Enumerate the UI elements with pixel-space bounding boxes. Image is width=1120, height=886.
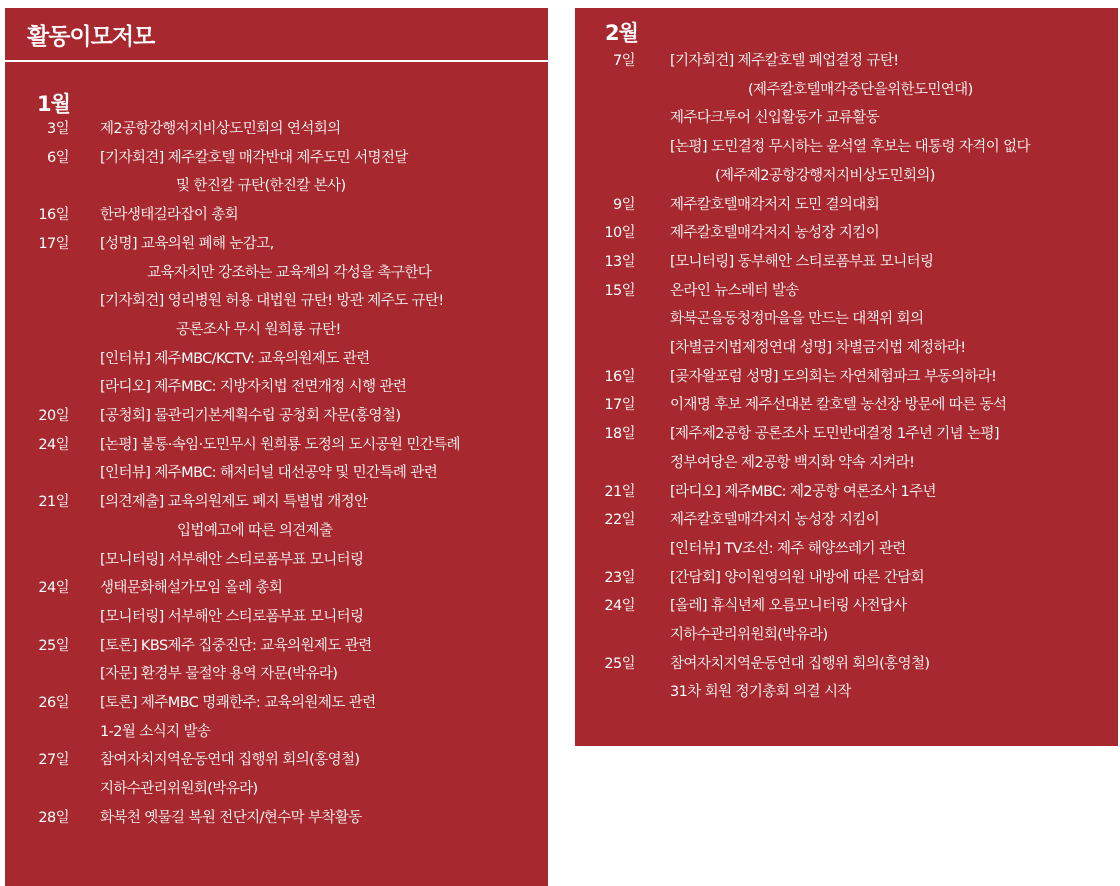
activity-date: 26일	[38, 695, 69, 711]
list-item	[575, 248, 1118, 277]
list-item	[5, 115, 548, 144]
list-item	[575, 47, 1118, 76]
list-item	[5, 402, 548, 431]
activity-date: 17일	[38, 235, 69, 252]
activity-text: 제2공항강행저지비상도민회의 연석회의	[100, 121, 341, 137]
list-item	[5, 144, 548, 173]
activity-date: 28일	[38, 809, 69, 826]
page-title: 활동이모저모	[27, 24, 155, 50]
list-item	[575, 621, 1118, 650]
activity-text: 및 한진칼 규탄(한진칼 본사)	[176, 178, 346, 195]
activity-text: [기자회견] 제주칼호텔 폐업결정 규탄!	[670, 53, 899, 69]
activity-text: 정부여당은 제2공항 백지화 약속 지켜라!	[670, 454, 915, 471]
list-item	[575, 391, 1118, 420]
activity-date: 10일	[604, 225, 635, 242]
activity-text: 제주칼호텔매각저지 도민 결의대회	[670, 196, 880, 213]
activity-text: [곶자왈포럼 성명] 도의회는 자연체험파크 부동의하라!	[670, 368, 997, 385]
list-item	[5, 230, 548, 259]
activity-date: 7일	[612, 53, 635, 69]
activity-text: (제주칼호텔매각중단을위한도민연대)	[748, 81, 973, 98]
month-heading-february: 2월	[605, 21, 638, 45]
activity-text: 제주다크투어 신입활동가 교류활동	[670, 110, 880, 127]
list-item	[5, 316, 548, 345]
activity-text: [논평] 도민결정 무시하는 윤석열 후보는 대통령 자격이 없다	[670, 139, 1030, 156]
list-item	[575, 334, 1118, 363]
activity-text: 제주칼호텔매각저지 농성장 지킴이	[670, 512, 880, 529]
list-item	[5, 345, 548, 374]
activity-date: 24일	[604, 598, 635, 615]
activity-text: 참여자치지역운동연대 집행위 회의(홍영철)	[100, 752, 360, 769]
header-bar	[5, 8, 548, 62]
activity-date: 16일	[604, 368, 635, 385]
list-item	[575, 506, 1118, 535]
activity-text: [라디오] 제주MBC: 제2공항 여론조사 1주년	[670, 483, 936, 500]
list-item	[5, 746, 548, 775]
activity-text: [라디오] 제주MBC: 지방자치법 전면개정 시행 관련	[100, 379, 407, 396]
activity-text: 화북천 옛물길 복원 전단지/현수막 부착활동	[100, 809, 362, 826]
activity-text: [모니터링] 서부해안 스티로폼부표 모니터링	[100, 608, 364, 625]
list-item	[5, 689, 548, 718]
activity-text: [토론] KBS제주 집중진단: 교육의원제도 관련	[100, 637, 372, 654]
list-item	[5, 574, 548, 603]
list-item	[575, 478, 1118, 507]
list-item	[5, 804, 548, 833]
list-item	[575, 449, 1118, 478]
activity-date: 20일	[38, 408, 69, 424]
list-item	[5, 603, 548, 632]
activity-text: 지하수관리위원회(박유라)	[100, 781, 258, 798]
list-item	[575, 678, 1118, 707]
activity-date: 23일	[604, 569, 635, 586]
list-item	[575, 277, 1118, 306]
list-item	[575, 191, 1118, 220]
activity-date: 13일	[604, 253, 635, 270]
list-item	[5, 488, 548, 517]
activity-text: [인터뷰] TV조선: 제주 해양쓰레기 관련	[670, 540, 906, 557]
february-panel	[575, 8, 1118, 746]
activity-text: 화북곤을동청정마을을 만드는 대책위 회의	[670, 311, 924, 328]
list-item	[5, 373, 548, 402]
list-item	[5, 201, 548, 230]
list-item	[575, 133, 1118, 162]
activity-date: 3일	[46, 121, 69, 137]
activity-date: 24일	[38, 436, 69, 453]
activity-text: 생태문화해설가모임 올레 총회	[100, 580, 283, 597]
list-item	[5, 431, 548, 460]
list-item	[5, 517, 548, 546]
activity-text: 참여자치지역운동연대 집행위 회의(홍영철)	[670, 655, 930, 672]
list-item	[575, 650, 1118, 679]
activity-date: 18일	[604, 426, 635, 443]
list-item	[575, 162, 1118, 191]
list-item	[5, 459, 548, 488]
activity-text: [차별금지법제정연대 성명] 차별금지법 제정하라!	[670, 340, 966, 356]
activity-date: 21일	[604, 483, 635, 500]
activity-date: 24일	[38, 580, 69, 597]
activity-text: [논평] 불통·속임·도민무시 원희룡 도정의 도시공원 민간특례	[100, 436, 460, 453]
activity-text: [인터뷰] 제주MBC/KCTV: 교육의원제도 관련	[100, 350, 370, 367]
list-item	[575, 363, 1118, 392]
activity-date: 22일	[604, 512, 635, 529]
activity-text: [모니터링] 동부해안 스티로폼부표 모니터링	[670, 253, 934, 270]
list-item	[575, 76, 1118, 105]
list-item	[5, 660, 548, 689]
list-item	[575, 104, 1118, 133]
activity-text: [모니터링] 서부해안 스티로폼부표 모니터링	[100, 551, 364, 568]
list-item	[575, 420, 1118, 449]
activity-text: 지하수관리위원회(박유라)	[670, 627, 828, 643]
activity-text: [인터뷰] 제주MBC: 해저터널 대선공약 및 민간특례 관련	[100, 465, 438, 482]
activity-text: [성명] 교육의원 폐해 눈감고,	[100, 235, 274, 252]
list-item	[5, 546, 548, 575]
activity-date: 25일	[604, 655, 635, 672]
list-item	[5, 259, 548, 288]
activity-text: [올레] 휴식년제 오름모니터링 사전답사	[670, 598, 907, 615]
activity-date: 25일	[38, 637, 69, 654]
activity-text: 1-2월 소식지 발송	[100, 723, 211, 740]
activity-text: [자문] 환경부 물절약 용역 자문(박유라)	[100, 666, 338, 683]
activity-text: [토론] 제주MBC 명쾌한주: 교육의원제도 관련	[100, 695, 376, 711]
list-item	[5, 632, 548, 661]
list-item	[575, 305, 1118, 334]
activity-text: [기자회견] 제주칼호텔 매각반대 제주도민 서명전달	[100, 149, 408, 166]
activity-text: 입법예고에 따른 의견제출	[177, 522, 333, 539]
activity-text: [간담회] 양이원영의원 내방에 따른 간담회	[670, 569, 925, 586]
list-item	[5, 718, 548, 747]
activity-text: [공청회] 물관리기본계획수립 공청회 자문(홍영철)	[100, 408, 401, 424]
activity-text: 교육자치만 강조하는 교육계의 각성을 촉구한다	[147, 264, 432, 281]
activity-text: [의견제출] 교육의원제도 폐지 특별법 개정안	[100, 494, 368, 511]
activity-date: 17일	[604, 397, 635, 414]
activity-text: 31차 회원 정기총회 의결 시작	[670, 684, 851, 701]
list-item	[575, 592, 1118, 621]
list-item	[575, 564, 1118, 593]
activity-text: [기자회견] 영리병원 허용 대법원 규탄! 방관 제주도 규탄!	[100, 293, 444, 310]
activity-text: 제주칼호텔매각저지 농성장 지킴이	[670, 225, 880, 242]
activity-date: 21일	[38, 494, 69, 511]
activity-text: 온라인 뉴스레터 발송	[670, 282, 799, 299]
activity-date: 9일	[612, 196, 635, 213]
list-item	[575, 535, 1118, 564]
list-item	[5, 172, 548, 201]
activity-date: 27일	[38, 752, 69, 769]
activity-text: 공론조사 무시 원희룡 규탄!	[176, 321, 341, 338]
activity-date: 6일	[46, 149, 69, 166]
activity-date: 15일	[604, 282, 635, 299]
month-heading-january: 1월	[37, 92, 70, 116]
activity-text: [제주제2공항 공론조사 도민반대결정 1주년 기념 논평]	[670, 426, 999, 443]
list-item	[5, 775, 548, 804]
list-item	[5, 287, 548, 316]
activity-text: (제주제2공항강행저지비상도민회의)	[715, 167, 935, 184]
activity-text: 한라생태길라잡이 총회	[100, 207, 239, 224]
list-item	[575, 219, 1118, 248]
january-panel	[5, 8, 548, 886]
activity-text: 이재명 후보 제주선대본 칼호텔 농선장 방문에 따른 동석	[670, 397, 1007, 414]
activity-date: 16일	[38, 207, 69, 224]
